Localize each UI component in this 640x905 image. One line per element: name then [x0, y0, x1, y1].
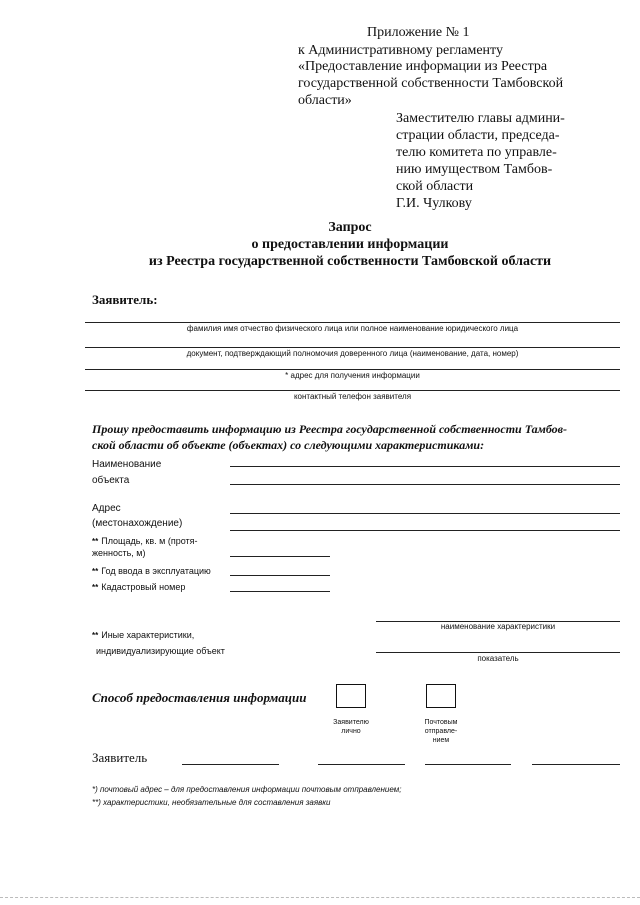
- applicant-document-line[interactable]: [85, 347, 620, 348]
- object-other-label: [92, 628, 194, 643]
- applicant-document-caption: документ, подтверждающий полномочия доверенного лица (наименование, дата, номер): [186, 349, 519, 358]
- object-address-label: Адрес: [92, 503, 121, 514]
- heading-subtitle-2: из Реестра государственной собственности Тамбовской области: [148, 254, 552, 269]
- signature-line[interactable]: [532, 764, 620, 765]
- footnote: **) характеристики, необязательные для составления заявки: [92, 798, 331, 807]
- footnote: *) почтовый адрес – для предоставления информации почтовым отправлением;: [92, 785, 402, 794]
- appendix-line: к Административному регламенту: [298, 43, 503, 58]
- required-marker: **: [92, 567, 99, 576]
- delivery-label: Способ предоставления информации: [92, 690, 307, 705]
- delivery-mail-label: [416, 718, 466, 745]
- characteristic-value-caption: показатель: [477, 654, 519, 663]
- object-area-line[interactable]: [230, 556, 330, 557]
- delivery-mail-checkbox[interactable]: [426, 684, 456, 708]
- applicant-address-line[interactable]: [85, 369, 620, 370]
- applicant-address-caption: * адрес для получения информации: [285, 371, 420, 380]
- signature-line[interactable]: [425, 764, 511, 765]
- object-year-line[interactable]: [230, 575, 330, 576]
- delivery-personal-line: лично: [341, 728, 361, 735]
- addressee-line: телю комитета по управле-: [396, 145, 557, 160]
- addressee-line: ской области: [396, 179, 474, 194]
- signature-line[interactable]: [318, 764, 405, 765]
- object-cadastral-text: Кадастровый номер: [101, 582, 186, 592]
- signature-line[interactable]: [182, 764, 279, 765]
- object-area-text: Площадь, кв. м (протя-: [101, 536, 198, 546]
- addressee-line: нию имуществом Тамбов-: [396, 162, 553, 177]
- heading-title: Запрос: [328, 220, 372, 235]
- object-year-text: Год ввода в эксплуатацию: [101, 566, 211, 576]
- signature-label: Заявитель: [92, 750, 148, 765]
- object-area-label: женность, м): [92, 548, 146, 558]
- addressee-line: Г.И. Чулкову: [396, 196, 472, 211]
- addressee-line: Заместителю главы админи-: [396, 111, 565, 126]
- appendix-title: Приложение № 1: [367, 25, 470, 40]
- object-address-label: (местонахождение): [92, 518, 183, 529]
- object-address-line[interactable]: [230, 513, 620, 514]
- appendix-line: государственной собственности Тамбовской: [298, 76, 564, 91]
- object-address-line[interactable]: [230, 530, 620, 531]
- appendix-line: области»: [298, 93, 352, 108]
- request-text: ской области об объекте (объектах) со следующими характеристиками:: [92, 438, 485, 452]
- page-edge-divider: [0, 897, 640, 898]
- object-name-line[interactable]: [230, 484, 620, 485]
- applicant-name-line[interactable]: [85, 322, 620, 323]
- required-marker: **: [92, 537, 99, 546]
- request-text: Прошу предоставить информацию из Реестра государственной собственности Тамбов-: [92, 422, 568, 436]
- delivery-mail-line: Почтовым: [424, 719, 458, 726]
- delivery-mail-line: нием: [432, 737, 450, 744]
- applicant-label: Заявитель:: [92, 292, 158, 307]
- object-other-text: Иные характеристики,: [101, 630, 195, 640]
- addressee-line: страции области, председа-: [396, 128, 560, 143]
- appendix-line: «Предоставление информации из Реестра: [298, 59, 548, 74]
- delivery-personal-line: Заявителю: [333, 719, 369, 726]
- characteristic-value-line[interactable]: [376, 652, 620, 653]
- object-year-label: [92, 564, 211, 579]
- delivery-mail-line: отправле-: [424, 728, 458, 735]
- applicant-phone-caption: контактный телефон заявителя: [293, 392, 412, 401]
- required-marker: **: [92, 583, 99, 592]
- delivery-personal-label: [326, 718, 376, 736]
- object-name-label: объекта: [92, 475, 130, 486]
- object-other-label: индивидуализирующие объект: [96, 646, 225, 656]
- applicant-phone-line[interactable]: [85, 390, 620, 391]
- required-marker: **: [92, 631, 99, 640]
- object-name-line[interactable]: [230, 466, 620, 467]
- characteristic-name-caption: наименование характеристики: [440, 622, 556, 631]
- heading-subtitle: о предоставлении информации: [251, 237, 449, 252]
- applicant-name-caption: фамилия имя отчество физического лица или полное наименование юридического лица: [186, 324, 519, 333]
- object-cadastral-label: [92, 580, 185, 595]
- delivery-personal-checkbox[interactable]: [336, 684, 366, 708]
- object-cadastral-line[interactable]: [230, 591, 330, 592]
- object-name-label: Наименование: [92, 459, 162, 470]
